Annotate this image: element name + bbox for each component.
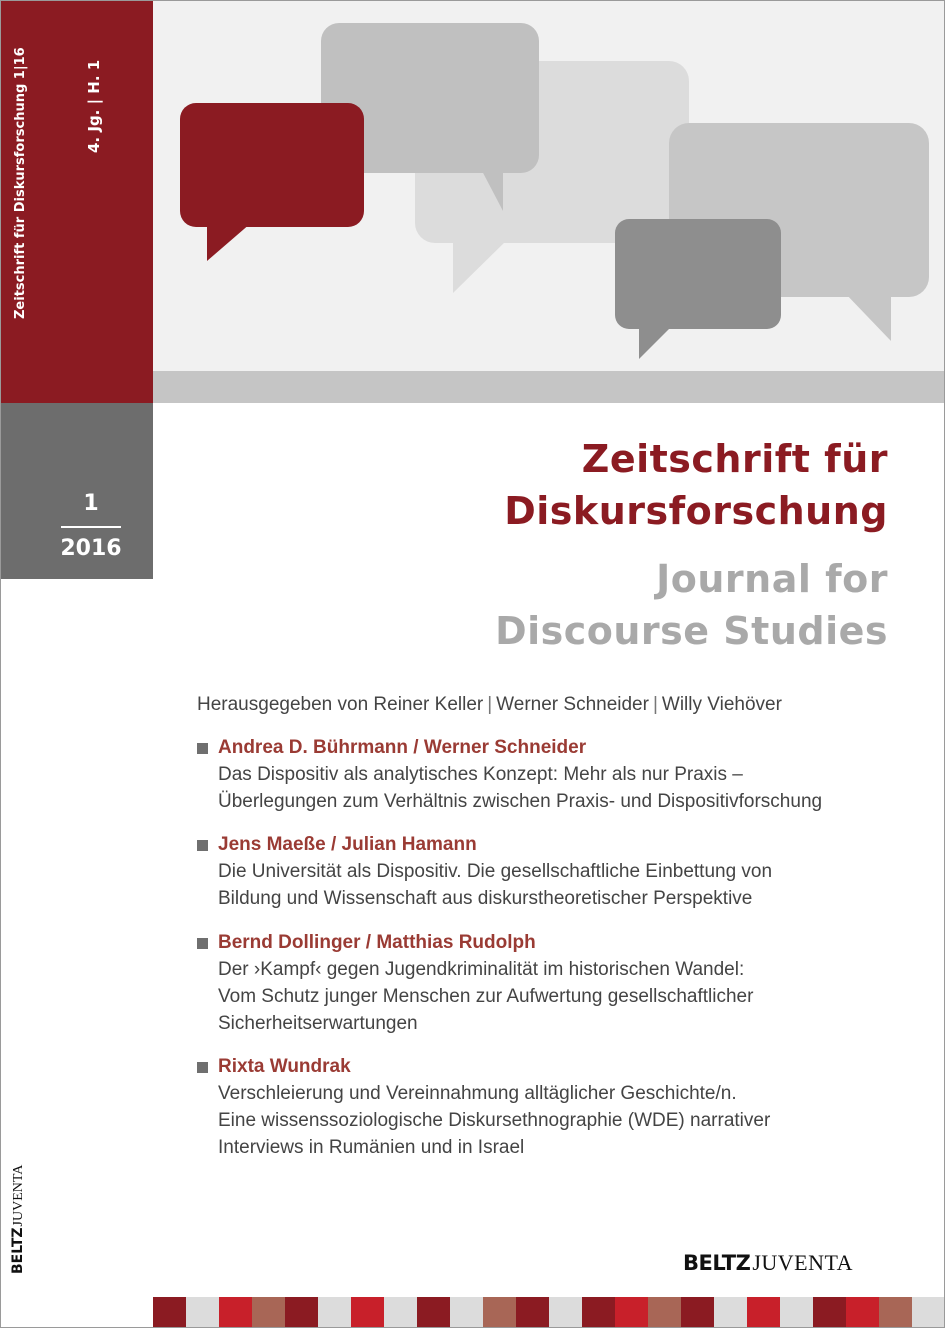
article-authors: Bernd Dollinger / Matthias Rudolph: [218, 932, 536, 953]
editors-separator: |: [652, 694, 658, 715]
strip-segment: [780, 1297, 813, 1328]
strip-segment: [582, 1297, 615, 1328]
strip-segment: [417, 1297, 450, 1328]
strip-segment: [384, 1297, 417, 1328]
editor-name-3: Willy Viehöver: [661, 694, 782, 715]
editors-separator: |: [487, 694, 493, 715]
publisher-logo-juventa: JUVENTA: [752, 1250, 854, 1275]
strip-segment: [186, 1297, 219, 1328]
strip-segment: [318, 1297, 351, 1328]
contents-item: [197, 831, 917, 912]
spine-journal-title: Zeitschrift für Diskursforschung 1|16: [13, 47, 28, 319]
editors-prefix: Herausgegeben von Reiner Keller: [197, 694, 484, 715]
contents-item: [197, 929, 917, 1037]
editor-name-2: Werner Schneider: [496, 694, 649, 715]
issue-number: 1: [83, 491, 99, 516]
strip-segment: [351, 1297, 384, 1328]
strip-segment: [219, 1297, 252, 1328]
square-bullet-icon: [197, 840, 208, 851]
spine-publisher-juventa: JUVENTA: [11, 1164, 26, 1227]
article-title-line: Das Dispositiv als analytisches Konzept: Mehr als nur Praxis –: [218, 764, 743, 785]
strip-segment: [153, 1297, 186, 1328]
strip-segment: [879, 1297, 912, 1328]
strip-segment: [285, 1297, 318, 1328]
contents-item: [197, 1053, 917, 1161]
article-title-line: Verschleierung und Vereinnahmung alltäglicher Geschichte/n.: [218, 1083, 737, 1104]
strip-segment: [615, 1297, 648, 1328]
strip-segment: [549, 1297, 582, 1328]
spine-publisher-beltz: BELTZ: [10, 1227, 26, 1274]
speech-bubble-red-icon: [180, 103, 364, 261]
spine-volume-label: 4. Jg. | H. 1: [85, 59, 103, 153]
strip-segment: [648, 1297, 681, 1328]
strip-segment: [912, 1297, 945, 1328]
title-english-line-1: Journal for: [656, 557, 888, 601]
title-german-line-1: Zeitschrift für: [581, 437, 888, 481]
title-english-line-2: Discourse Studies: [495, 609, 888, 653]
strip-segment: [813, 1297, 846, 1328]
header-divider-strip: [153, 371, 945, 403]
article-title-line: Bildung und Wissenschaft aus diskurstheoretischer Perspektive: [218, 888, 753, 909]
publisher-logo: [683, 1250, 853, 1276]
strip-segment: [681, 1297, 714, 1328]
strip-segment: [714, 1297, 747, 1328]
bottom-color-strip: [153, 1297, 945, 1328]
article-title-line: Vom Schutz junger Menschen zur Aufwertung gesellschaftlicher: [218, 986, 754, 1007]
contents-item: [197, 734, 917, 815]
article-title-line: Die Universität als Dispositiv. Die gesellschaftliche Einbettung von: [218, 861, 773, 882]
article-authors: Andrea D. Bührmann / Werner Schneider: [218, 737, 587, 758]
strip-segment: [747, 1297, 780, 1328]
article-authors: Rixta Wundrak: [218, 1056, 351, 1077]
article-title-line: Sicherheitserwartungen: [218, 1013, 418, 1034]
article-title-line: Eine wissenssoziologische Diskursethnographie (WDE) narrativer: [218, 1110, 771, 1131]
spine-publisher-logo: [9, 1165, 27, 1274]
editors-line: [197, 694, 782, 716]
square-bullet-icon: [197, 1062, 208, 1073]
article-authors: Jens Maeße / Julian Hamann: [218, 834, 477, 855]
title-german-line-2: Diskursforschung: [504, 489, 888, 533]
speech-bubbles-illustration: [153, 1, 945, 371]
article-title-line: Überlegungen zum Verhältnis zwischen Praxis- und Dispositivforschung: [218, 791, 823, 812]
strip-segment: [483, 1297, 516, 1328]
article-title-line: Interviews in Rumänien und in Israel: [218, 1137, 525, 1158]
strip-segment: [252, 1297, 285, 1328]
issue-year: 2016: [60, 536, 122, 561]
strip-segment: [516, 1297, 549, 1328]
strip-segment: [450, 1297, 483, 1328]
publisher-logo-beltz: BELTZ: [683, 1251, 751, 1275]
speech-bubble-dark-grey-icon: [615, 219, 781, 359]
square-bullet-icon: [197, 938, 208, 949]
issue-divider: [61, 526, 121, 528]
strip-segment: [846, 1297, 879, 1328]
square-bullet-icon: [197, 743, 208, 754]
article-title-line: Der ›Kampf‹ gegen Jugendkriminalität im historischen Wandel:: [218, 959, 745, 980]
